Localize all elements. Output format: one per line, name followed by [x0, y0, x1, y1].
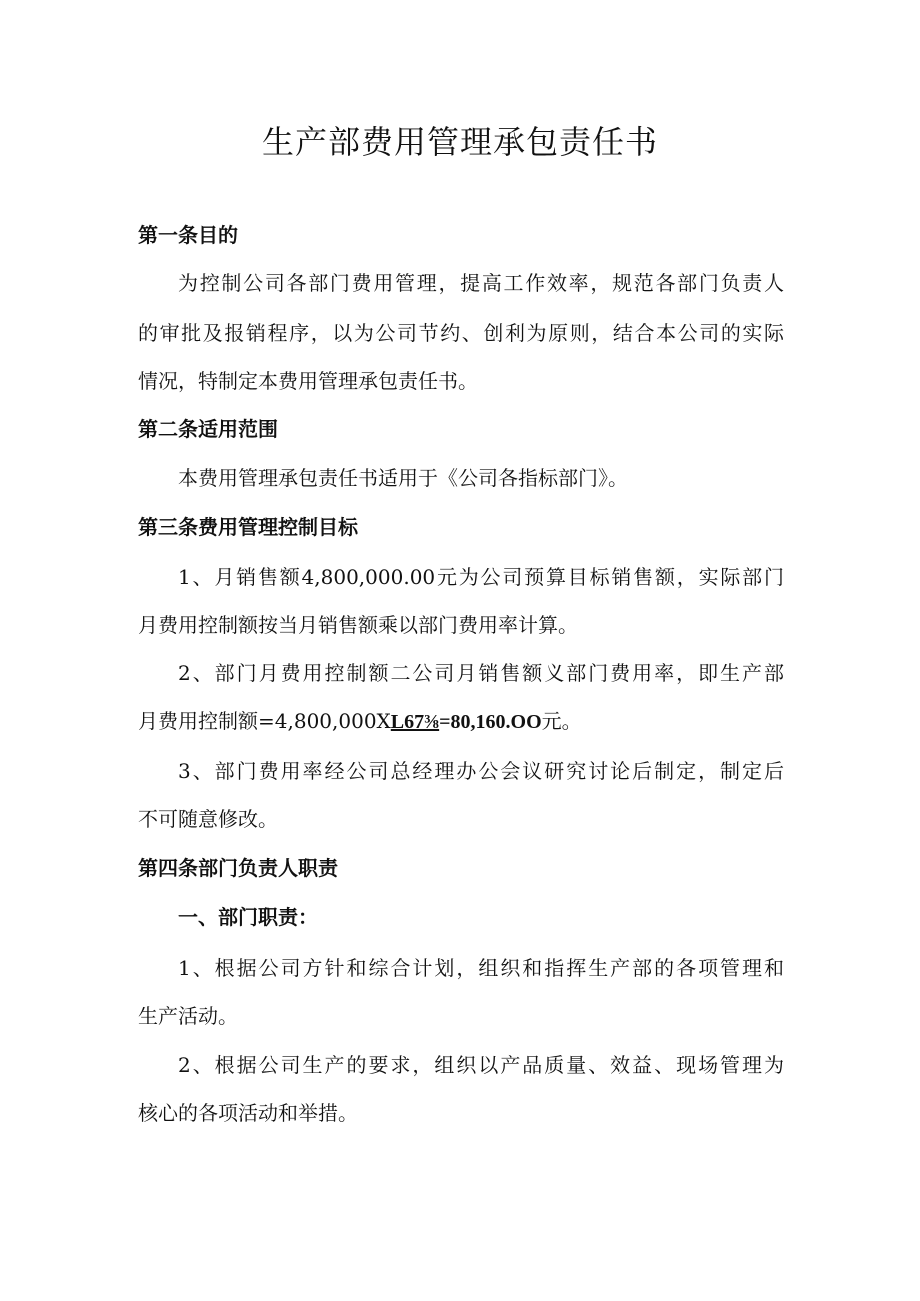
list-item-line: 2、部门月费用控制额二公司月销售额义部门费用率，即生产部 [178, 661, 784, 685]
formula-suffix: 元。 [541, 709, 582, 733]
section-heading-cost-target: 第三条费用管理控制目标 [138, 515, 358, 539]
section-heading-responsibilities: 第四条部门负责人职责 [138, 856, 338, 880]
list-item-line: 生产活动。 [138, 1004, 238, 1028]
formula-rate: L67⅜ [390, 711, 440, 733]
list-item-line: 不可随意修改。 [138, 807, 278, 831]
list-item-line: 月费用控制额按当月销售额乘以部门费用率计算。 [138, 613, 578, 637]
paragraph-line: 的审批及报销程序，以为公司节约、创利为原则，结合本公司的实际 [138, 321, 784, 345]
paragraph-line: 为控制公司各部门费用管理，提高工作效率，规范各部门负责人 [178, 271, 784, 295]
section-heading-scope: 第二条适用范围 [138, 417, 278, 441]
formula-prefix: 月费用控制额=4,800,000X [138, 709, 391, 733]
section-heading-purpose: 第一条目的 [138, 223, 238, 247]
paragraph-line: 本费用管理承包责任书适用于《公司各指标部门》。 [178, 466, 628, 490]
list-item-line: 1、根据公司方针和综合计划，组织和指挥生产部的各项管理和 [178, 956, 784, 980]
paragraph-line: 情况，特制定本费用管理承包责任书。 [138, 369, 478, 393]
formula-result: =80,160.OO [439, 711, 542, 733]
subheading-department-duties: 一、部门职责： [178, 905, 318, 929]
list-item-line: 核心的各项活动和举措。 [138, 1101, 358, 1125]
formula-line [138, 706, 788, 737]
list-item-line: 1、月销售额4,800,000.00元为公司预算目标销售额，实际部门 [178, 565, 784, 589]
document-title: 生产部费用管理承包责任书 [261, 123, 658, 161]
list-item-line: 2、根据公司生产的要求，组织以产品质量、效益、现场管理为 [178, 1053, 784, 1077]
list-item-line: 3、部门费用率经公司总经理办公会议研究讨论后制定，制定后 [178, 759, 784, 783]
